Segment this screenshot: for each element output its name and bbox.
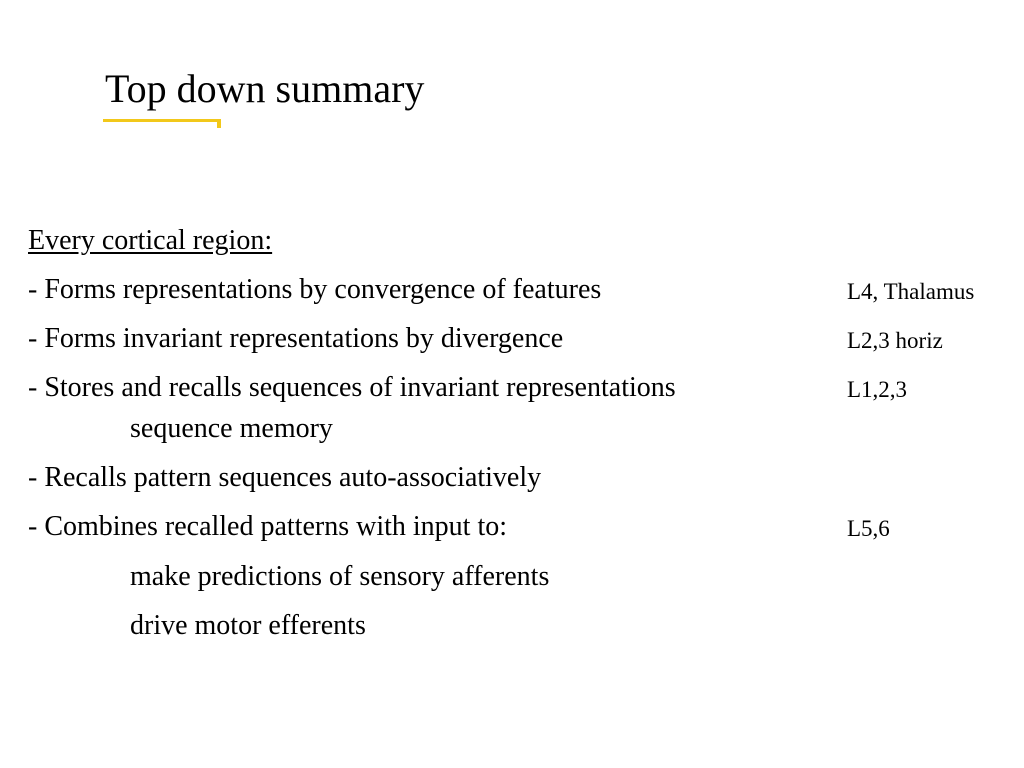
bullet-item: - Forms invariant representations by divergence: [28, 323, 564, 354]
sub-item: make predictions of sensory afferents: [130, 561, 550, 592]
sub-item: drive motor efferents: [130, 610, 366, 641]
section-heading: Every cortical region:: [28, 225, 273, 256]
bullet-item: - Forms representations by convergence of features: [28, 274, 602, 305]
bullet-item: - Stores and recalls sequences of invariant representations: [28, 372, 676, 403]
title-underline-tick: [217, 119, 221, 128]
title-underline: [103, 119, 220, 122]
bullet-item: - Combines recalled patterns with input to:: [28, 511, 508, 542]
layer-note: L5,6: [847, 516, 890, 541]
layer-note: L4, Thalamus: [847, 279, 975, 304]
bullet-continuation: sequence memory: [130, 413, 333, 444]
slide-title: Top down summary: [105, 66, 425, 111]
layer-note: L2,3 horiz: [847, 328, 943, 353]
layer-note: L1,2,3: [847, 377, 908, 402]
bullet-item: - Recalls pattern sequences auto-associatively: [28, 462, 542, 493]
